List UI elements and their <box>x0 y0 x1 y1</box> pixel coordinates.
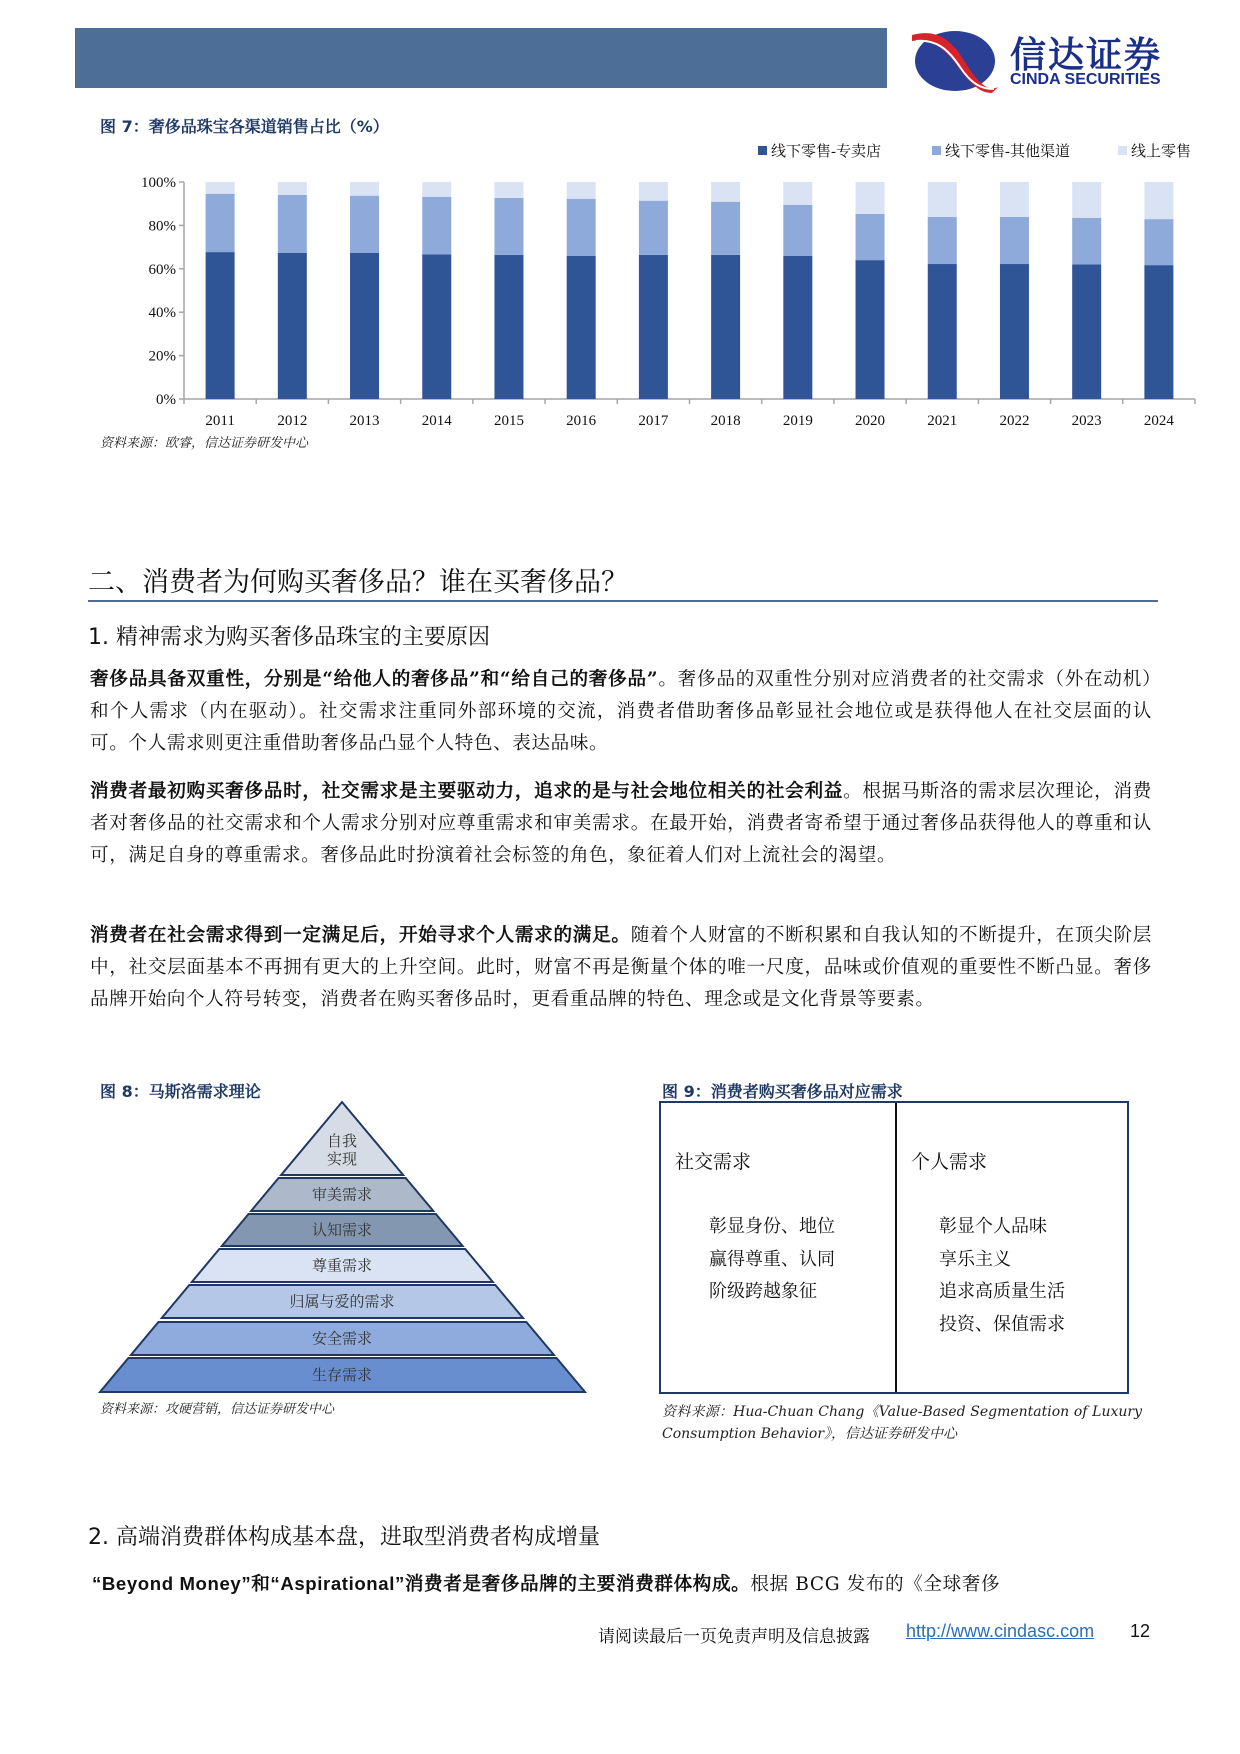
section-heading-rule <box>88 600 1158 602</box>
bar-segment-2012-s2 <box>278 182 307 195</box>
x-tick-label: 2011 <box>205 413 235 429</box>
x-tick-label: 2012 <box>277 413 308 429</box>
legend-swatch <box>758 146 767 155</box>
legend-label: 线下零售-专卖店 <box>771 144 881 160</box>
personal-need-item: 投资、保值需求 <box>939 1313 1065 1335</box>
x-tick-label: 2015 <box>493 413 524 429</box>
x-tick-label: 2016 <box>566 413 597 429</box>
pyramid-level-label: 安全需求 <box>311 1329 373 1348</box>
bar-segment-2024-s0 <box>1144 265 1173 399</box>
bar-segment-2021-s1 <box>928 217 957 264</box>
maslow-pyramid <box>95 1098 595 1396</box>
legend-label: 线上零售 <box>1131 144 1192 160</box>
x-tick-label: 2024 <box>1143 413 1174 429</box>
social-need-item: 彰显身份、地位 <box>709 1216 835 1237</box>
bar-segment-2017-s0 <box>639 255 668 399</box>
x-tick-label: 2017 <box>638 413 669 429</box>
x-tick-label: 2014 <box>421 413 452 429</box>
bar-segment-2023-s2 <box>1072 182 1101 218</box>
paragraph-3 <box>90 920 1152 1016</box>
figure9-source-line2: Consumption Behavior》，信达证券研发中心 <box>662 1426 958 1442</box>
bar-segment-2015-s2 <box>494 182 523 198</box>
paragraph-4-body: 根据 BCG 发布的《全球奢侈 <box>750 1574 1001 1595</box>
bar-segment-2017-s2 <box>639 182 668 201</box>
pyramid-level-label: 审美需求 <box>311 1185 373 1204</box>
bar-segment-2016-s1 <box>567 199 596 256</box>
figure9-source-line1: 资料来源：Hua-Chuan Chang《Value-Based Segmentation of Luxury <box>662 1404 1142 1420</box>
personal-need-item: 享乐主义 <box>939 1248 1011 1270</box>
pyramid-level-label: 尊重需求 <box>311 1256 373 1275</box>
figure7-title: 图 7：奢侈品珠宝各渠道销售占比（%） <box>100 117 389 136</box>
y-tick-label: 80% <box>148 218 176 235</box>
bar-segment-2019-s1 <box>783 205 812 256</box>
needs-table-divider <box>895 1103 897 1392</box>
y-tick-label: 40% <box>148 305 176 322</box>
footer-website-link[interactable]: http://www.cindasc.com <box>906 1621 1095 1641</box>
logo-mark-icon <box>910 27 1000 93</box>
cinda-logo <box>910 27 1210 93</box>
bar-segment-2015-s1 <box>494 198 523 255</box>
bar-segment-2018-s1 <box>711 202 740 255</box>
y-tick-label: 20% <box>148 348 176 365</box>
social-needs-list <box>709 1211 835 1309</box>
social-need-item: 阶级跨越象征 <box>709 1281 817 1302</box>
bar-segment-2014-s2 <box>422 182 451 197</box>
paragraph-2 <box>90 776 1152 872</box>
paragraph-2-body: 。根据马斯洛的需求层次理论，消费者对奢侈品的社交需求和个人需求分别对应尊重需求和审美需求。在最开始，消费者寄希望于通过奢侈品获得他人的尊重和认可，满足自身的尊重需求。奢侈品此时扮演着社会标签的角色，象征着人们对上流社会的渴望。 <box>90 781 1152 866</box>
paragraph-2-lead: 消费者最初购买奢侈品时，社交需求是主要驱动力，追求的是与社会地位相关的社会利益 <box>90 781 844 802</box>
bar-segment-2021-s2 <box>928 182 957 217</box>
logo-text-cn: 信达证券 <box>1010 35 1163 76</box>
bar-segment-2023-s1 <box>1072 218 1101 265</box>
subheading-1: 1. 精神需求为购买奢侈品珠宝的主要原因 <box>88 625 490 650</box>
personal-needs-heading: 个人需求 <box>911 1151 988 1173</box>
personal-needs-list <box>939 1211 1065 1341</box>
figure7-source: 资料来源：欧睿，信达证券研发中心 <box>100 436 309 451</box>
footer-disclaimer: 请阅读最后一页免责声明及信息披露 <box>598 1627 870 1647</box>
needs-table <box>659 1101 1129 1394</box>
pyramid-level-label: 归属与爱的需求 <box>289 1292 395 1311</box>
bar-segment-2013-s2 <box>350 182 379 196</box>
x-tick-label: 2021 <box>927 413 958 429</box>
x-tick-label: 2020 <box>855 413 886 429</box>
bar-segment-2018-s0 <box>711 255 740 399</box>
paragraph-4 <box>92 1568 1154 1601</box>
bar-segment-2024-s2 <box>1144 182 1173 219</box>
pyramid-level-label: 生存需求 <box>311 1366 373 1384</box>
pyramid-level-label: 实现 <box>326 1150 358 1168</box>
social-need-item: 赢得尊重、认同 <box>709 1248 835 1270</box>
paragraph-1-lead: 奢侈品具备双重性，分别是“给他人的奢侈品”和“给自己的奢侈品” <box>90 669 659 690</box>
bar-segment-2020-s2 <box>856 182 885 214</box>
bar-segment-2019-s2 <box>783 182 812 205</box>
bar-segment-2020-s1 <box>856 214 885 260</box>
bar-segment-2012-s1 <box>278 195 307 253</box>
bar-segment-2021-s0 <box>928 264 957 399</box>
logo-text-en: CINDA SECURITIES <box>1010 71 1161 88</box>
bar-segment-2014-s1 <box>422 197 451 255</box>
x-tick-label: 2019 <box>782 413 813 429</box>
paragraph-3-body: 随着个人财富的不断积累和自我认知的不断提升，在顶尖阶层中，社交层面基本不再拥有更大的上升空间。此时，财富不再是衡量个体的唯一尺度，品味或价值观的重要性不断凸显。奢侈品牌开始向个人符号转变，消费者在购买奢侈品时，更看重品牌的特色、理念或是文化背景等要素。 <box>90 925 1152 1010</box>
paragraph-1 <box>90 664 1152 760</box>
y-tick-label: 0% <box>156 392 176 408</box>
figure8-source: 资料来源：攻硬营销，信达证券研发中心 <box>100 1402 335 1417</box>
social-needs-heading: 社交需求 <box>675 1151 752 1173</box>
bar-segment-2017-s1 <box>639 201 668 255</box>
paragraph-4-lead: “Beyond Money”和“Aspirational”消费者是奢侈品牌的主要消费群体构成。 <box>92 1573 751 1594</box>
paragraph-3-lead: 消费者在社会需求得到一定满足后，开始寻求个人需求的满足。 <box>90 925 631 946</box>
bar-segment-2013-s0 <box>350 253 379 399</box>
bar-segment-2016-s2 <box>567 182 596 199</box>
x-tick-label: 2023 <box>1071 413 1102 429</box>
x-tick-label: 2022 <box>999 413 1030 429</box>
subheading-2: 2. 高端消费群体构成基本盘，进取型消费者构成增量 <box>88 1525 600 1550</box>
bar-segment-2012-s0 <box>278 253 307 399</box>
bar-segment-2013-s1 <box>350 196 379 253</box>
legend-swatch <box>932 146 941 155</box>
bar-segment-2014-s0 <box>422 254 451 399</box>
bar-segment-2015-s0 <box>494 255 523 399</box>
bar-segment-2011-s1 <box>206 194 235 252</box>
legend-label: 线下零售-其他渠道 <box>945 144 1070 160</box>
bar-segment-2016-s0 <box>567 256 596 399</box>
bar-segment-2022-s2 <box>1000 182 1029 217</box>
bar-segment-2020-s0 <box>856 260 885 399</box>
x-tick-label: 2018 <box>710 413 741 429</box>
personal-need-item: 追求高质量生活 <box>939 1281 1065 1302</box>
figure9-title: 图 9：消费者购买奢侈品对应需求 <box>662 1082 903 1101</box>
bar-segment-2024-s1 <box>1144 219 1173 265</box>
bar-segment-2023-s0 <box>1072 264 1101 399</box>
bar-segment-2018-s2 <box>711 182 740 202</box>
figure7-chart <box>90 140 1220 440</box>
pyramid-level-label: 认知需求 <box>311 1221 373 1239</box>
bar-segment-2022-s0 <box>1000 264 1029 399</box>
paragraph-1-body: 。奢侈品的双重性分别对应消费者的社交需求（外在动机）和个人需求（内在驱动）。社交需求注重同外部环境的交流，消费者借助奢侈品彰显社会地位或是获得他人在社交层面的认可。个人需求则更注重借助奢侈品凸显个人特色、表达品味。 <box>90 669 1152 754</box>
bar-segment-2011-s2 <box>206 182 235 194</box>
bar-segment-2022-s1 <box>1000 217 1029 264</box>
x-tick-label: 2013 <box>349 413 380 429</box>
pyramid-level-label: 自我 <box>326 1132 358 1150</box>
bar-segment-2019-s0 <box>783 256 812 399</box>
header-bar <box>75 28 887 88</box>
bar-segment-2011-s0 <box>206 252 235 399</box>
page-number: 12 <box>1130 1621 1151 1641</box>
personal-need-item: 彰显个人品味 <box>939 1216 1047 1237</box>
legend-swatch <box>1118 146 1127 155</box>
y-tick-label: 60% <box>148 261 176 278</box>
figure8-title: 图 8：马斯洛需求理论 <box>100 1082 261 1101</box>
section-heading: 二、消费者为何购买奢侈品？谁在买奢侈品？ <box>88 567 628 598</box>
y-tick-label: 100% <box>141 175 176 191</box>
